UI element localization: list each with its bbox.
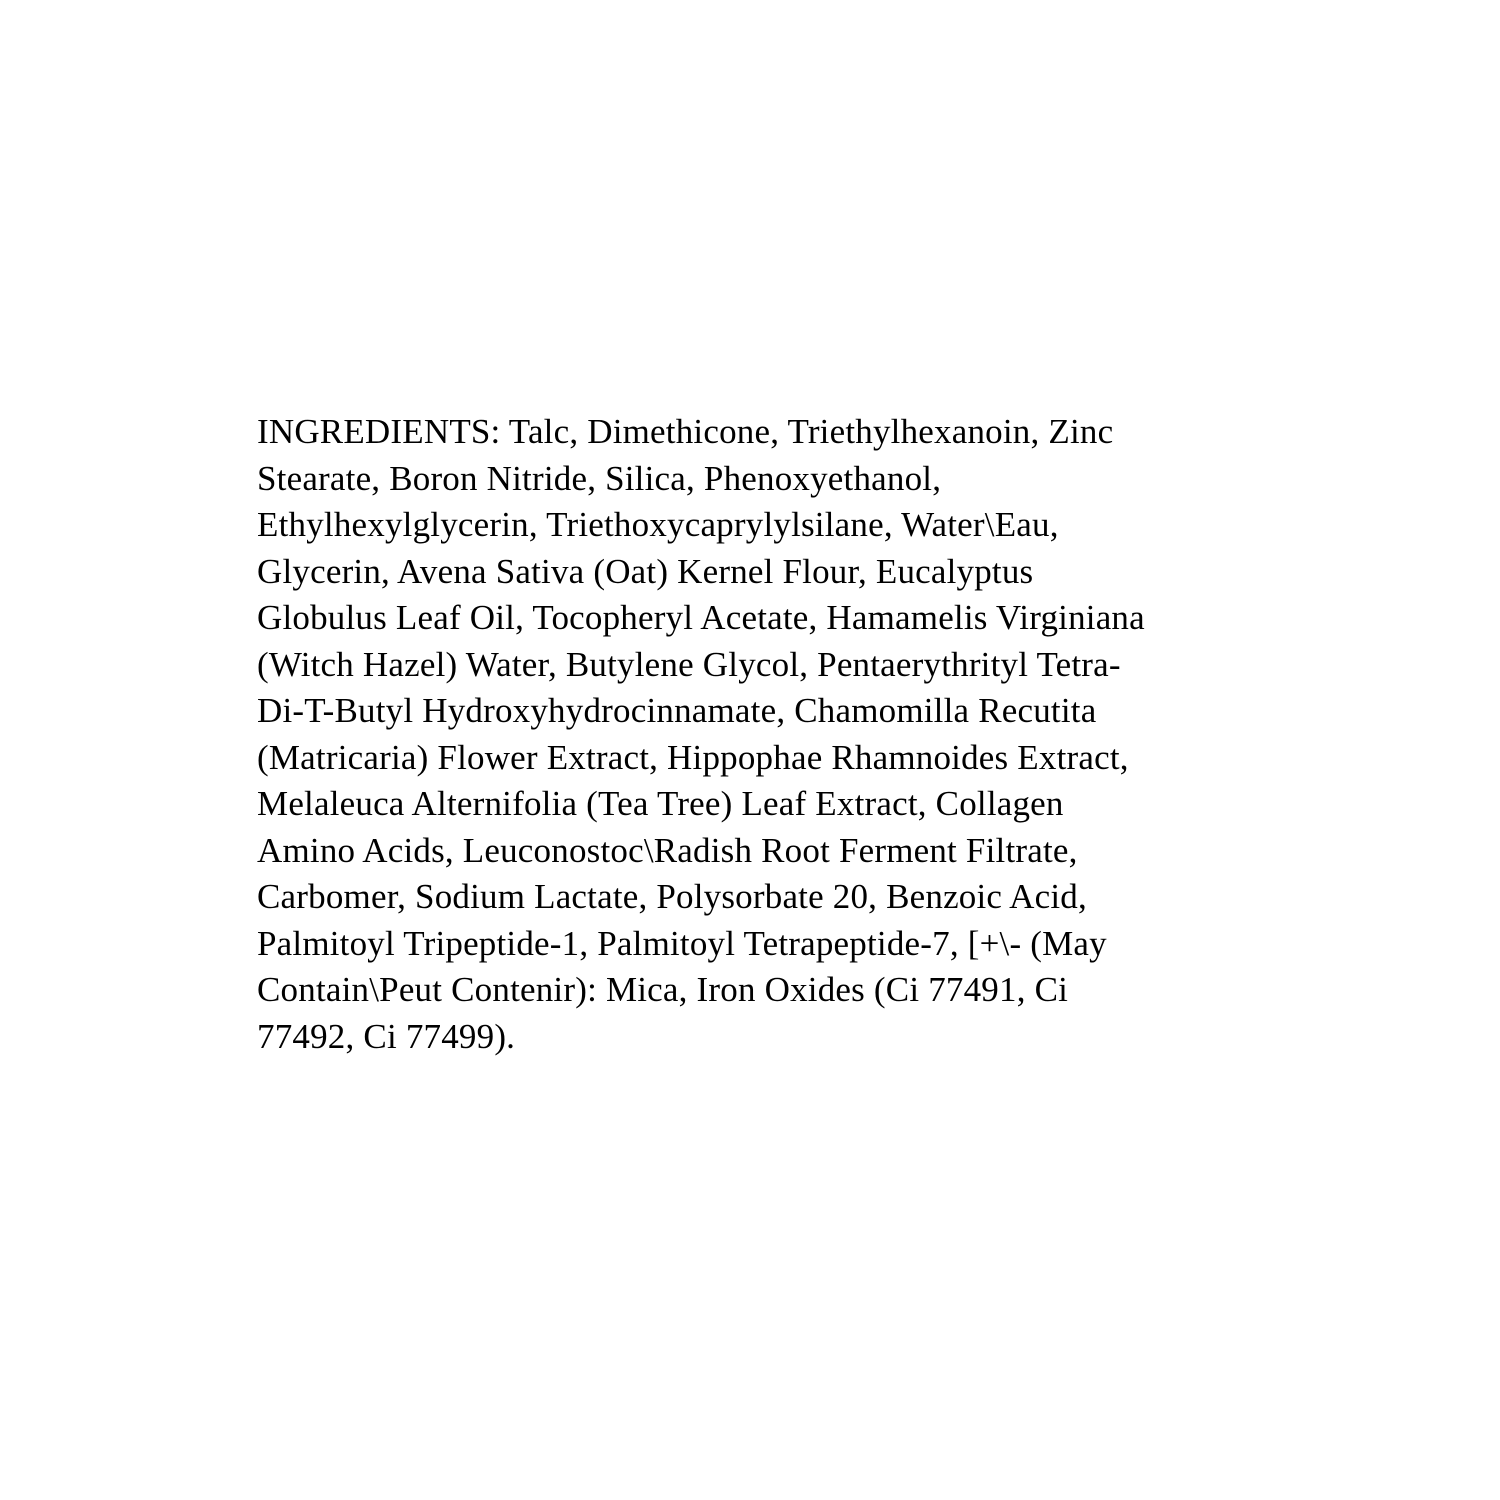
ingredients-line: Glycerin, Avena Sativa (Oat) Kernel Flour, Eucalyptus [257, 551, 1034, 591]
ingredients-line: (Matricaria) Flower Extract, Hippophae Rhamnoides Extract, [257, 737, 1129, 777]
ingredients-line: Amino Acids, Leuconostoc\Radish Root Ferment Filtrate, [257, 830, 1078, 870]
ingredients-paragraph [257, 409, 1267, 1060]
ingredients-line: Palmitoyl Tripeptide-1, Palmitoyl Tetrapeptide-7, [+\- (May [257, 923, 1107, 963]
ingredients-line: Stearate, Boron Nitride, Silica, Phenoxyethanol, [257, 458, 942, 498]
ingredients-line: Globulus Leaf Oil, Tocopheryl Acetate, Hamamelis Virginiana [257, 598, 1145, 637]
ingredients-line: Di-T-Butyl Hydroxyhydrocinnamate, Chamomilla Recutita [257, 691, 1097, 730]
ingredients-line: Melaleuca Alternifolia (Tea Tree) Leaf Extract, Collagen [257, 784, 1064, 823]
ingredients-line: 77492, Ci 77499). [257, 1016, 516, 1056]
ingredients-line: Ethylhexylglycerin, Triethoxycaprylylsilane, Water\Eau, [257, 505, 1059, 544]
ingredients-line: Carbomer, Sodium Lactate, Polysorbate 20, Benzoic Acid, [257, 877, 1087, 916]
ingredients-line: INGREDIENTS: Talc, Dimethicone, Triethylhexanoin, Zinc [257, 412, 1114, 451]
ingredients-line: (Witch Hazel) Water, Butylene Glycol, Pentaerythrityl Tetra- [257, 644, 1121, 684]
ingredients-line: Contain\Peut Contenir): Mica, Iron Oxides (Ci 77491, Ci [257, 970, 1069, 1009]
